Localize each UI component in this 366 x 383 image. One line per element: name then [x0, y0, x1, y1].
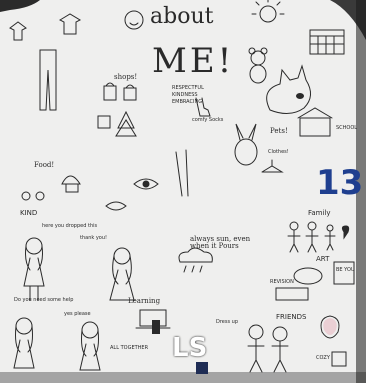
kind-label: KIND [20, 209, 38, 217]
shops-label: shops! [114, 73, 138, 81]
be-you-label: BE YOU [336, 267, 355, 273]
initials-label: LS [172, 333, 208, 363]
school-label: SCHOOL [336, 125, 358, 131]
thirteen-label: 13 [316, 163, 364, 203]
about-title: about [150, 4, 214, 29]
speech-bubble-dropped: here you dropped this [42, 223, 98, 229]
family-label: Family [308, 209, 331, 217]
clip-doodle [196, 362, 208, 374]
bottom-edge-shadow [0, 372, 366, 383]
dress-up-label: Dress up [216, 319, 239, 325]
me-title: ME! [152, 41, 235, 81]
learning-label: Learning [128, 297, 161, 305]
food-label: Food! [34, 161, 55, 169]
pets-label: Pets! [270, 127, 288, 135]
speech-bubble-thanks: thank you! [80, 235, 108, 241]
all-together-label: ALL TOGETHER [110, 345, 149, 351]
need-help-label: Do you need some help [14, 297, 74, 303]
always-sun-label: always sun, even when it Pours [190, 235, 251, 250]
art-label: ART [316, 255, 330, 263]
friends-label: FRIENDS [276, 313, 307, 321]
respectful-label: RESPECTFUL [172, 85, 204, 91]
revision-label: REVISION [270, 279, 294, 285]
clothes-label: Clothes! [268, 149, 289, 155]
embracing-label: EMBRACING [172, 99, 203, 105]
cozy-label: COZY [316, 355, 330, 361]
kindness-label: KINDNESS [172, 92, 198, 98]
comfy-socks-label: comfy Socks [192, 117, 224, 123]
yes-please-label: yes please [64, 311, 91, 317]
